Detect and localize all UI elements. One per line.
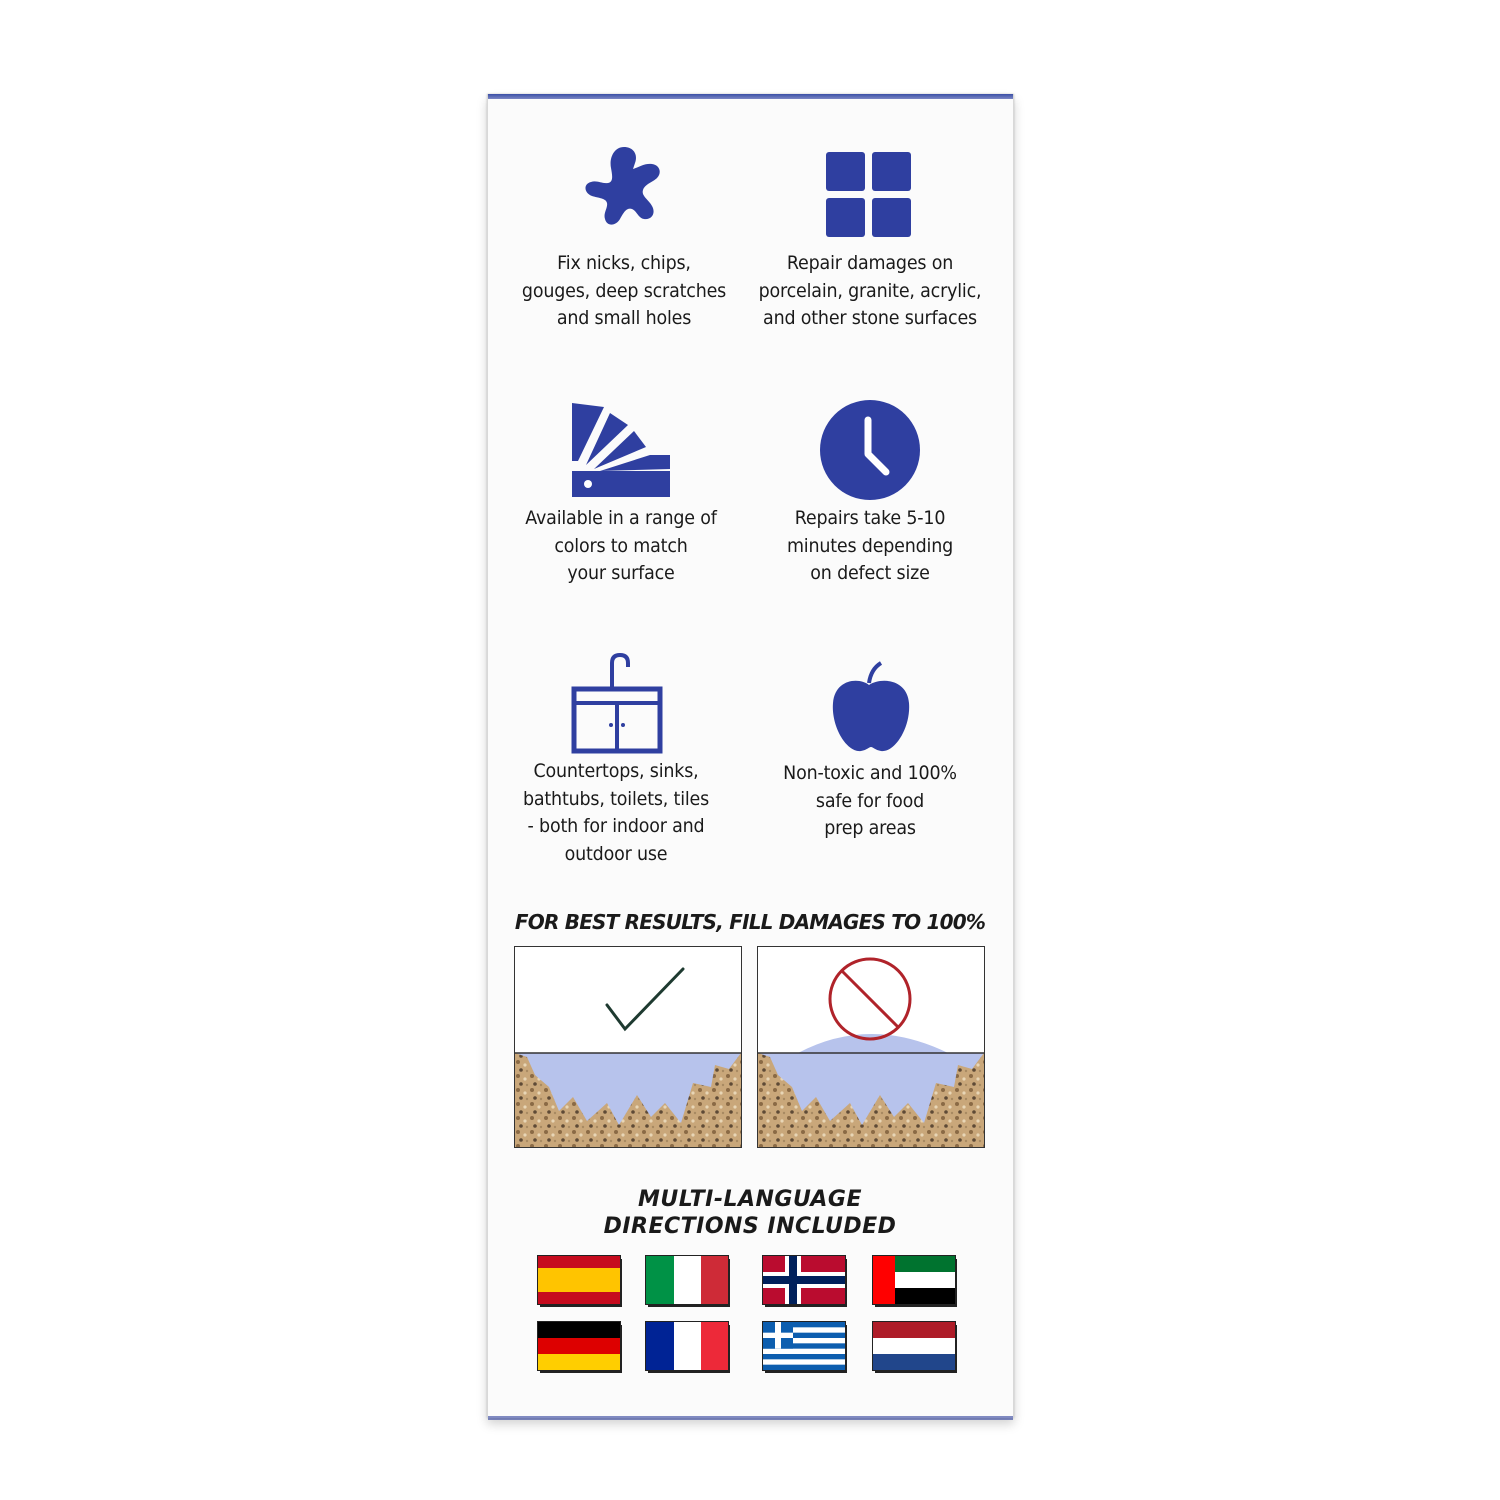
- multi-language-heading: [550, 1186, 950, 1240]
- multi-language-line2: DIRECTIONS INCLUDED: [603, 1214, 897, 1239]
- uae-flag-icon: [873, 1256, 955, 1304]
- color-swatch-fan-icon: [496, 395, 746, 505]
- puzzle-splat-icon: [499, 140, 749, 250]
- italy-flag-icon: [646, 1256, 728, 1304]
- feature-text: Available in a range of colors to match your surface: [525, 507, 717, 584]
- feature-text: Repairs take 5-10 minutes depending on defect size: [786, 507, 954, 584]
- box-bottom-edge: [488, 1416, 1013, 1420]
- correct-fill-panel: [514, 946, 742, 1148]
- feature-colors: [496, 395, 746, 588]
- netherlands-flag-icon: [873, 1322, 955, 1370]
- apple-icon: [745, 650, 995, 760]
- clock-icon: [745, 395, 995, 505]
- germany-flag-icon: [538, 1322, 620, 1370]
- feature-text: Non-toxic and 100% safe for food prep areas: [783, 762, 957, 839]
- overfill-panel: [757, 946, 985, 1148]
- feature-fix-damage: [499, 140, 749, 333]
- spain-flag-icon: [538, 1256, 620, 1304]
- feature-food-safe: [745, 650, 995, 843]
- tiles-grid-icon: [745, 140, 995, 250]
- greece-flag-icon: [763, 1322, 845, 1370]
- multi-language-line1: MULTI-LANGUAGE: [638, 1187, 862, 1212]
- feature-time: [745, 395, 995, 588]
- feature-text: Repair damages on porcelain, granite, acrylic, and other stone surfaces: [758, 252, 982, 329]
- feature-text: Fix nicks, chips, gouges, deep scratches and small holes: [521, 252, 727, 329]
- norway-flag-icon: [763, 1256, 845, 1304]
- france-flag-icon: [646, 1322, 728, 1370]
- kitchen-sink-icon: [491, 648, 741, 758]
- box-top-edge: [488, 94, 1013, 99]
- no-sign-icon: [830, 959, 910, 1039]
- best-results-heading: FOR BEST RESULTS, FILL DAMAGES TO 100%: [514, 910, 986, 934]
- checkmark-icon: [607, 969, 683, 1029]
- feature-uses: [491, 648, 741, 868]
- feature-surfaces: [745, 140, 995, 333]
- feature-text: Countertops, sinks, bathtubs, toilets, tiles - both for indoor and outdoor use: [522, 760, 710, 865]
